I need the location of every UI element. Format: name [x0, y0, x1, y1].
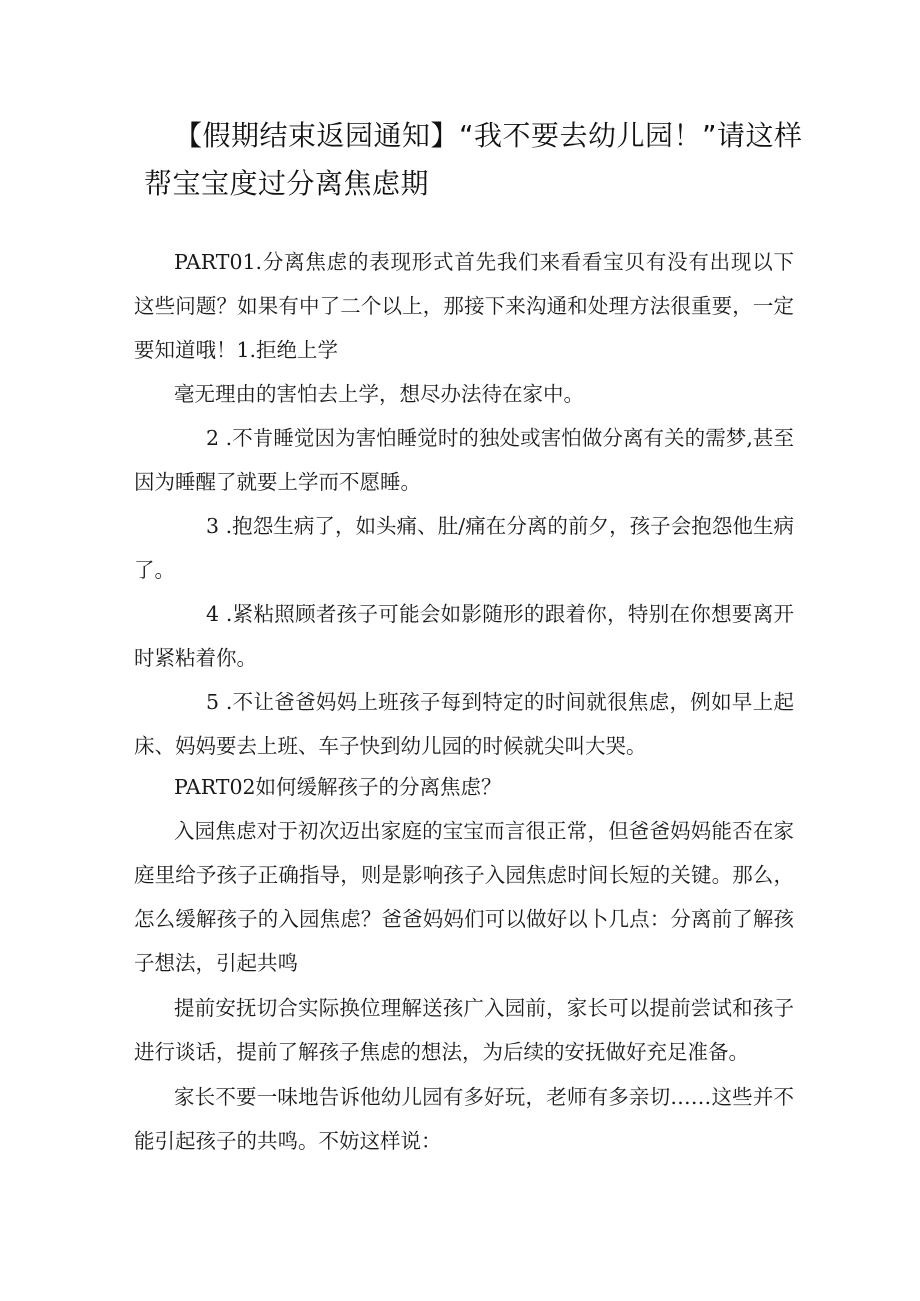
paragraph-advance-comfort: 提前安抚切合实际换位理解送孩广入园前，家长可以提前尝试和孩子进行谈话，提前了解孩子焦虑的想法，为后续的安抚做好充足准备。 — [134, 996, 794, 1064]
paragraph-item-4: 4 .紧粘照顾者孩子可能会如影随形的跟着你，特别在你想要离开时紧粘着你。 — [134, 602, 794, 670]
paragraph-dont-just-tell: 家长不要一味地告诉他幼儿园有多好玩，老师有多亲切……这些并不能引起孩子的共鸣。不妨这样说： — [134, 1085, 794, 1153]
paragraph-refuse-school: 毫无理由的害怕去上学，想尽办法待在家中。 — [174, 382, 584, 406]
paragraph-part02-intro: 入园焦虑对于初次迈出家庭的宝宝而言很正常，但爸爸妈妈能否在家庭里给予孩子正确指导，则是影响孩子入园焦虑时间长短的关键。那么，怎么缓解孩子的入园焦虑？爸爸妈妈们可以做好以卜几点：分离前了解孩子想法，引起共鸣 — [134, 819, 794, 975]
paragraph-item-2: 2 .不肯睡觉因为害怕睡觉时的独处或害怕做分离有关的需梦,甚至因为睡醒了就要上学而不愿睡。 — [134, 426, 794, 494]
paragraph-item-3: 3 .抱怨生病了，如头痛、肚/痛在分离的前夕，孩子会抱怨他生病了。 — [134, 514, 794, 582]
paragraph-part01-intro: PART01.分离焦虑的表现形式首先我们来看看宝贝有没有出现以下这些问题？如果有中了二个以上，那接下来沟通和处理方法很重要，一定要知道哦！1.拒绝上学 — [134, 250, 794, 362]
document-title: 【假期结束返园通知】“我不要去幼儿园！”请这样帮宝宝度过分离焦虑期 — [144, 119, 803, 200]
paragraph-item-5: 5 .不让爸爸妈妈上班孩子每到特定的时间就很焦虑，例如早上起床、妈妈要去上班、车子快到幼儿园的时候就尖叫大哭。 — [134, 690, 794, 758]
paragraph-part02-heading: PART02如何缓解孩子的分离焦虑？ — [174, 775, 502, 799]
